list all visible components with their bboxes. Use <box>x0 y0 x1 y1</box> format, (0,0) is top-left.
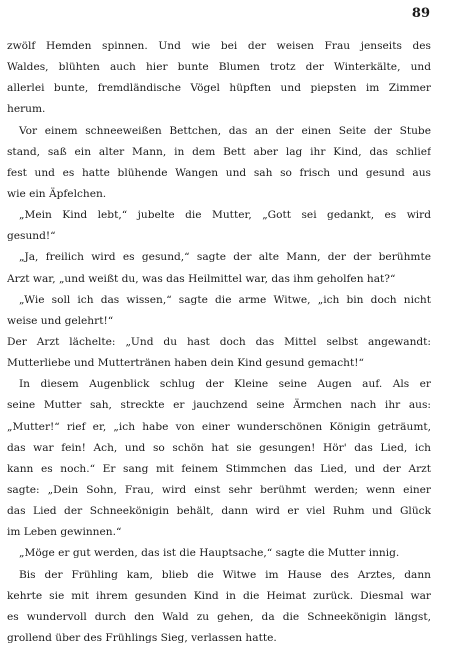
text-line: „Möge er gut werden, das ist die Hauptsache,“ sagte die Mutter innig. <box>19 547 400 560</box>
text-line: weise und gelehrt!“ <box>7 314 114 327</box>
text-line: sagte: „Dein Sohn, Frau, wird einst sehr berühmt werden; wenn einer <box>7 483 431 496</box>
text-line: „Wie soll ich das wissen,“ sagte die arme Witwe, „ich bin doch nicht <box>19 293 431 306</box>
text-line: kehrte sie mit ihrem gesunden Kind in die Heimat zurück. Diesmal war <box>7 589 431 602</box>
text-line: Vor einem schneeweißen Bettchen, das an der einen Seite der Stube <box>19 124 431 137</box>
text-line: Der Arzt lächelte: „Und du hast doch das Mittel selbst angewandt: <box>7 335 431 348</box>
page-number: 89 <box>411 6 430 21</box>
text-line: allerlei bunte, fremdländische Vögel hüpften und piepsten im Zimmer <box>7 82 431 95</box>
text-line: fest und es hatte blühende Wangen und sah so frisch und gesund aus <box>7 166 431 179</box>
text-line: im Leben gewinnen.“ <box>7 526 122 539</box>
text-line: es wundervoll durch den Wald zu gehen, da die Schneekönigin längst, <box>7 610 431 623</box>
text-line: stand, saß ein alter Mann, in dem Bett aber lag ihr Kind, das schlief <box>7 145 431 158</box>
text-line: herum. <box>7 103 46 116</box>
text-line: wie ein Äpfelchen. <box>7 187 107 200</box>
text-line: grollend über des Frühlings Sieg, verlassen hatte. <box>7 631 277 644</box>
text-body <box>7 36 431 649</box>
text-line: Mutterliebe und Muttertränen haben dein Kind gesund gemacht!“ <box>7 357 364 370</box>
text-line: „Ja, freilich wird es gesund,“ sagte der alte Mann, der der berühmte <box>19 251 431 264</box>
text-line: „Mutter!“ rief er, „ich habe von einer wunderschönen Königin geträumt, <box>7 420 431 433</box>
text-line: „Mein Kind lebt,“ jubelte die Mutter, „Gott sei gedankt, es wird <box>19 209 431 222</box>
text-line: Bis der Frühling kam, blieb die Witwe im Hause des Arztes, dann <box>19 568 431 581</box>
text-line: das Lied der Schneekönigin behält, dann wird er viel Ruhm und Glück <box>7 505 431 518</box>
text-line: zwölf Hemden spinnen. Und wie bei der weisen Frau jenseits des <box>7 40 431 52</box>
text-line: das war fein! Ach, und so schön hat sie gesungen! Hör' das Lied, ich <box>7 441 431 454</box>
text-line: Waldes, blühten auch hier bunte Blumen trotz der Winterkälte, und <box>7 61 431 74</box>
text-line: gesund!“ <box>7 230 56 243</box>
text-line: In diesem Augenblick schlug der Kleine seine Augen auf. Als er <box>19 378 431 391</box>
text-line: kann es noch.“ Er sang mit feinem Stimmchen das Lied, und der Arzt <box>7 462 431 475</box>
text-line: Arzt war, „und weißt du, was das Heilmittel war, das ihm geholfen hat?“ <box>7 272 396 285</box>
text-line: seine Mutter sah, streckte er jauchzend seine Ärmchen nach ihr aus: <box>7 399 431 412</box>
